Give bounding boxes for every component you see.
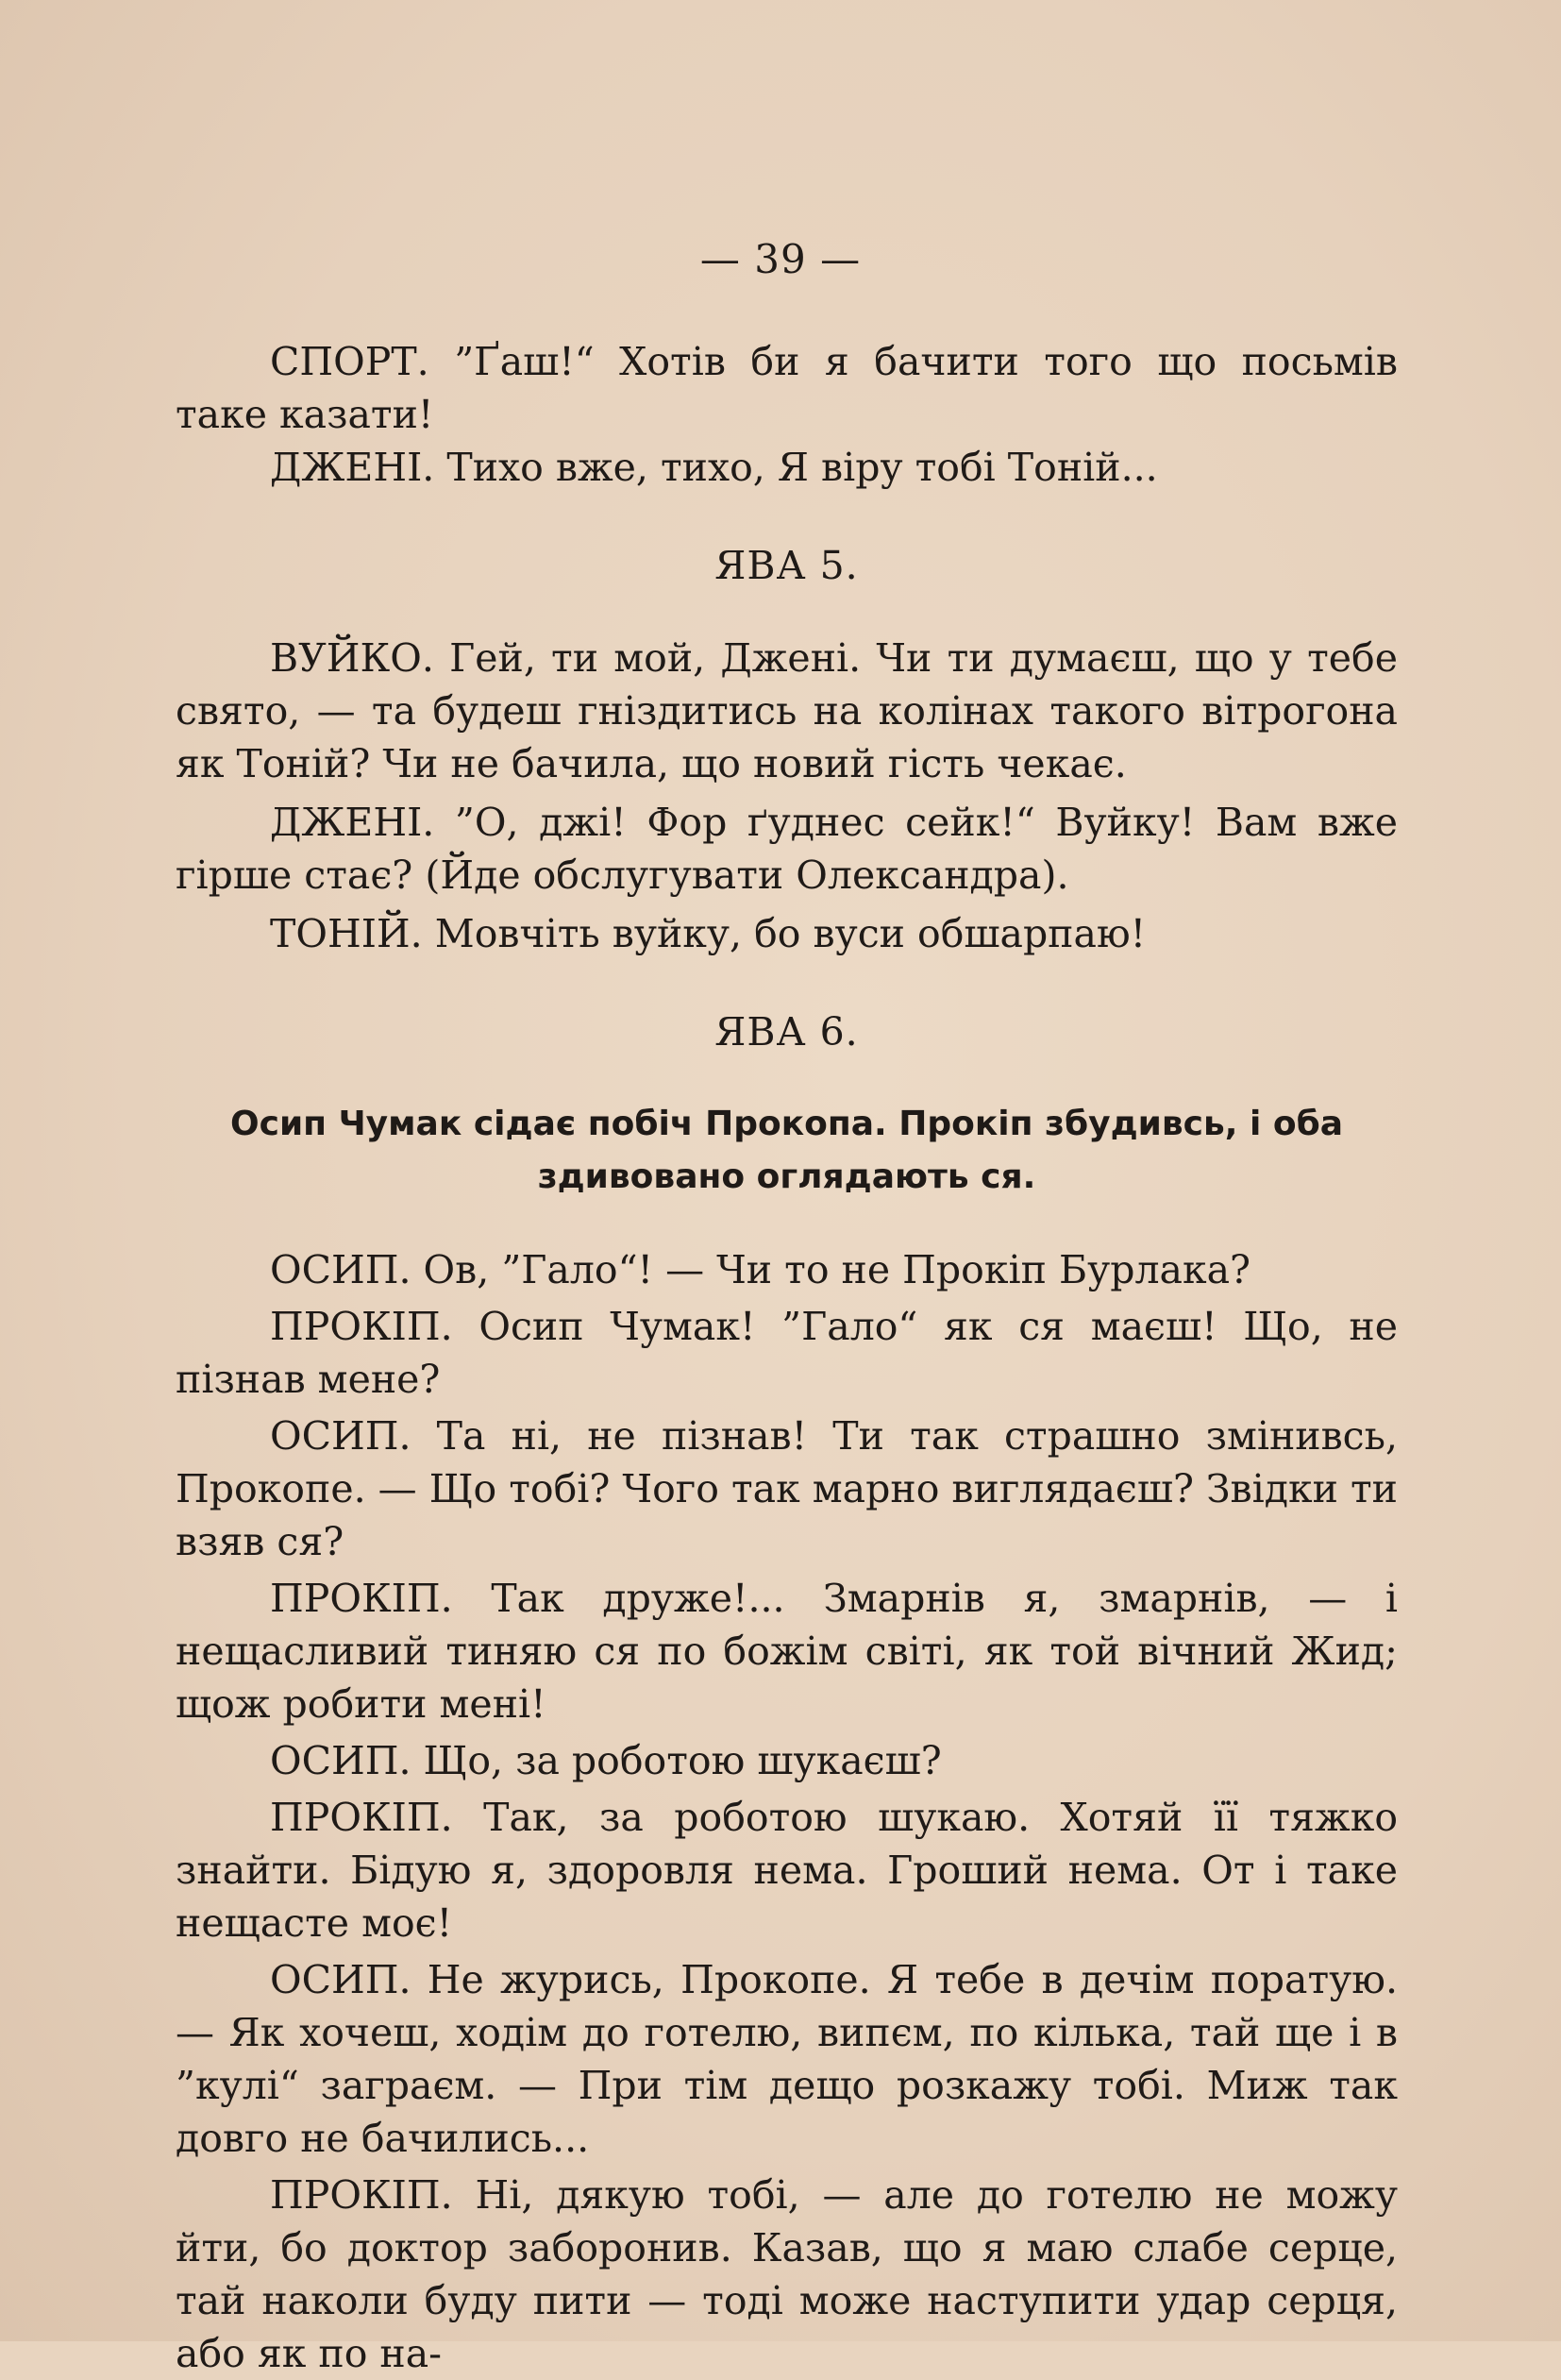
dialogue-line: ПРОКІП. Ні, дякую тобі, — але до готелю не можу йти, бо доктор заборонив. Казав, що я маю слабе серце, тай наколи буду пити — тоді може наступити удар серця, або як по на- [176, 2172, 1398, 2376]
dialogue-line: СПОРТ. ”Ґаш!“ Хотів би я бачити того що посьмів таке казати! [176, 339, 1398, 437]
dialogue-line: ДЖЕНІ. ”О, джі! Фор ґуднес сейк!“ Вуйку! Вам вже гірше стає? (Йде обслугувати Олександра). [176, 800, 1398, 898]
dialogue-line: ОСИП. Ов, ”Гало“! — Чи то не Прокіп Бурлака? [270, 1247, 1250, 1292]
dialogue-line: ПРОКІП. Так, за роботою шукаю. Хотяй її тяжко знайти. Бідую я, здоровля нема. Гроший нема. От і таке нещасте моє! [176, 1795, 1398, 1946]
dialogue-line: ДЖЕНІ. Тихо вже, тихо, Я віру тобі Тоній... [270, 445, 1158, 490]
dialogue-line: ПРОКІП. Так друже!... Змарнів я, змарнів, — і нещасливий тиняю ся по божім світі, як той вічний Жид; щож робити мені! [176, 1576, 1398, 1727]
dialogue-line: ПРОКІП. Осип Чумак! ”Гало“ як ся маєш! Що, не пізнав мене? [176, 1304, 1398, 1402]
page-text [176, 335, 1398, 2380]
stage-direction: Осип Чумак сідає побіч Прокопа. Прокіп збудивсь, і оба здивовано оглядають ся. [230, 1105, 1343, 1196]
dialogue-line: ВУЙКО. Гей, ти мой, Джені. Чи ти думаєш, що у тебе свято, — та будеш гніздитись на колінах такого вітрогона як Тоній? Чи не бачила, що новий гість чекає. [176, 635, 1398, 786]
dialogue-line: ОСИП. Та ні, не пізнав! Ти так страшно змінивсь, Прокопе. — Що тобі? Чого так марно виглядаєш? Звідки ти взяв ся? [176, 1413, 1398, 1564]
dialogue-line: ОСИП. Не журись, Прокопе. Я тебе в дечім поратую. — Як хочеш, ходім до готелю, випєм, по кілька, тай ще і в ”кулі“ заграєм. — При тім дещо розкажу тобі. Миж так довго не бачились... [176, 1957, 1398, 2161]
page-number: — 39 — [699, 236, 862, 282]
scene-heading: ЯВА 6. [714, 1009, 859, 1055]
dialogue-line: ОСИП. Що, за роботою шукаєш? [270, 1738, 942, 1783]
scene-heading: ЯВА 5. [714, 543, 859, 588]
dialogue-line: ТОНІЙ. Мовчіть вуйку, бо вуси обшарпаю! [270, 911, 1147, 956]
